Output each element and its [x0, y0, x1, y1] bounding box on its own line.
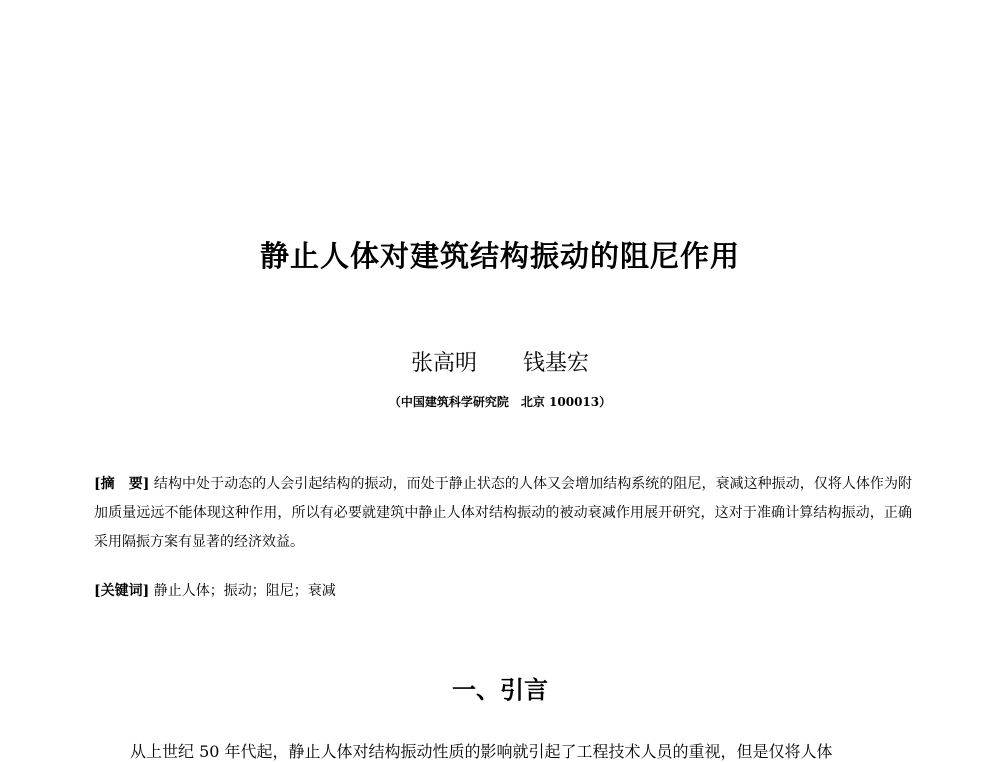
affiliation: （中国建筑科学研究院 北京 100013）: [388, 395, 612, 409]
author-name: 张高明: [410, 351, 477, 376]
body-paragraph: 从上世纪 50 年代起，静止人体对结构振动性质的影响就引起了工程技术人员的重视，但是仅将人体: [130, 742, 833, 761]
section-heading: 一、引言: [452, 676, 548, 704]
keywords-label: [关键词]: [94, 583, 150, 599]
abstract: [94, 470, 912, 557]
author-name: 钱基宏: [523, 351, 590, 376]
keywords: [94, 580, 912, 600]
author-list: [0, 346, 1000, 377]
paper-title: 静止人体对建筑结构振动的阻尼作用: [259, 239, 740, 273]
abstract-text: 结构中处于动态的人会引起结构的振动，而处于静止状态的人体又会增加结构系统的阻尼，衰减这种振动，仅将人体作为附加质量远远不能体现这种作用，所以有必要就建筑中静止人体对结构振动的被动衰减作用展开研究，这对于准确计算结构振动，正确采用隔振方案有显著的经济效益。: [94, 476, 913, 550]
abstract-label: [摘 要]: [94, 476, 150, 492]
keywords-text: 静止人体；振动；阻尼；衰减: [153, 583, 336, 599]
